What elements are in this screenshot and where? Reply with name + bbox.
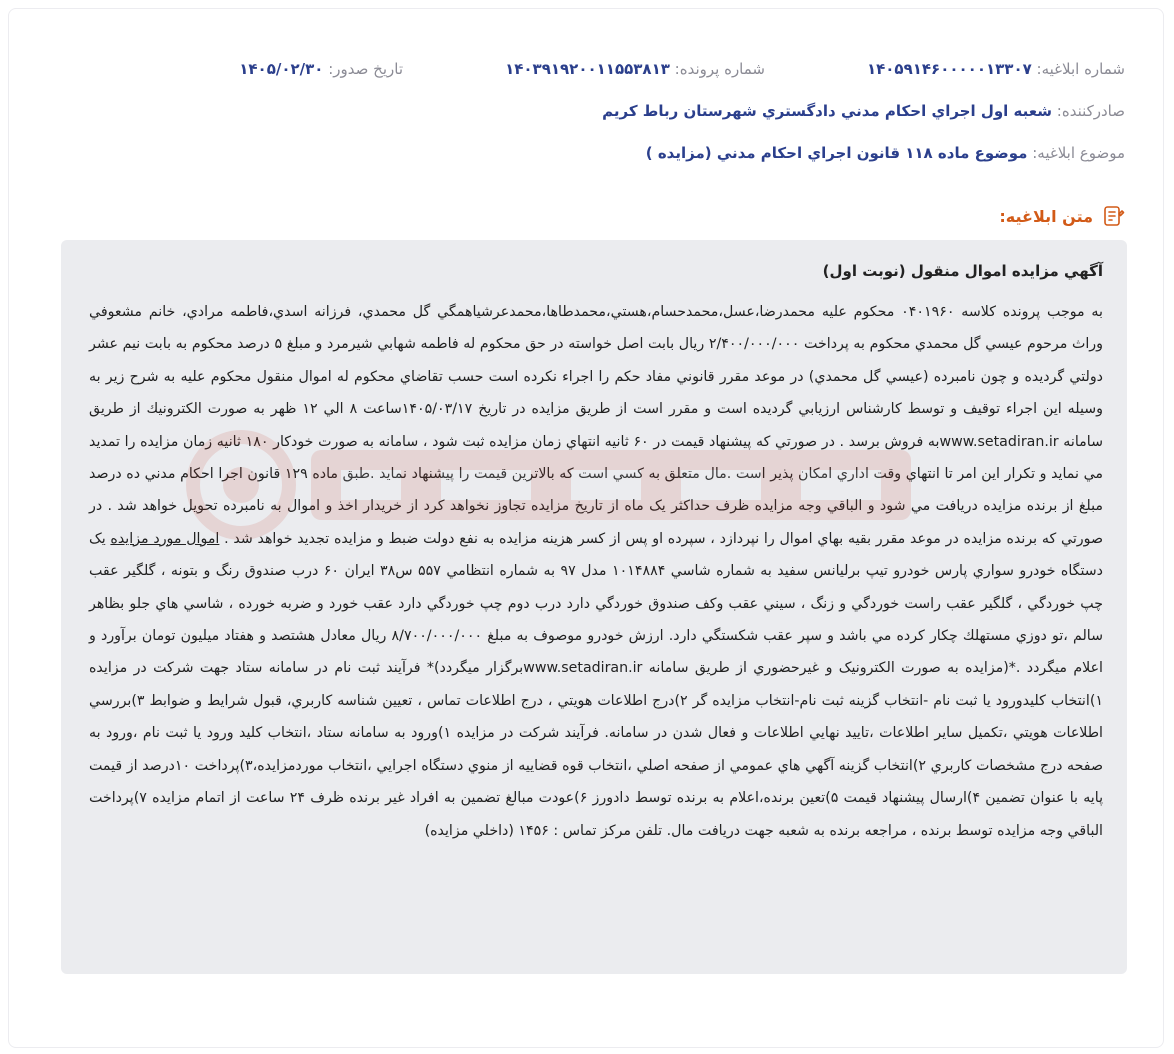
notice-body (89, 296, 1103, 847)
notice-body-part1: به موجب پرونده كلاسه ۰۴۰۱۹۶۰ محكوم عليه محمدرضا،عسل،محمدحسام،هستي،محمدطاها،محمدعرشياهمگي گل محمدي، فرزانه اسدي،فاطمه مرادي، خانم مشعوفي وراث مرحوم عيسي گل محمدي محكوم به پرداخت ۲/۴۰۰/۰۰۰/۰۰۰ ريال بابت اصل خواسته در حق محكوم له فاطمه شهابي شيرمرد و مبلغ ۵ درصد محكوم به بابت نيم عشر دولتي گرديده و چون نامبرده (عيسي گل محمدي) در موعد مقرر قانوني مفاد حكم را اجراء نكرده است حسب تقاضاي محكوم له اموال منقول محكوم عليه به شرح زير به وسيله اين اجراء توقيف و توسط كارشناس ارزيابي گرديده است و مقرر است از طريق مزايده در تاريخ ۱۴۰۵/۰۳/۱۷ساعت ۸ الي ۱۲ ظهر به صورت الكترونيك از طريق سامانه www.setadiran.irبه فروش برسد . در صورتي كه پيشنهاد قيمت در ۶۰ ثانيه انتهاي زمان مزايده ثبت شود ، سامانه به صورت خودكار ۱۸۰ ثانيه زمان مزايده را تمديد مي نمايد و تكرار اين امر تا انتهاي وقت اداري امكان پذير است .مال متعلق به كسي است كه بالاترين قيمت را پيشنهاد نمايد .طبق ماده ۱۲۹ قانون اجرا احكام مدني ده درصد مبلغ از برنده مزايده دريافت مي شود و الباقي وجه مزايده ظرف حداكثر يک ماه از تاريخ مزايده تجاوز نخواهد كرد از خريدار اخذ و اموال به نامبرده تحويل خواهد شد . در صورتي كه برنده مزايده در موعد مقرر بقيه بهاي اموال را نپردازد ، سپرده او پس از كسر هزينه مزايده به نفع دولت ضبط و مزايده تجديد خواهد شد . (89, 304, 1103, 547)
issuer-row (47, 100, 1125, 122)
issue-date-value: ۱۴۰۵/۰۲/۳۰ (239, 60, 324, 78)
notice-card (8, 8, 1164, 1048)
subject-row (47, 142, 1125, 164)
notice-body-part2: يک دستگاه خودرو سواري پارس خودرو تيپ برليانس سفيد به شماره شاسي ۱۰۱۴۸۸۴ مدل ۹۷ به شماره انتظامي ۵۵۷ س۳۸ ايران ۶۰ درب صندوق رنگ و بتونه ، گلگير عقب چپ خوردگي ، گلگير عقب راست خوردگي و زنگ ، سيني عقب وكف صندوق خوردگي دارد درب دوم چپ خوردگي دارد عقب خورد و ضربه خورده ، شاسي هاي جلو بظاهر سالم ،تو دوزي مستهلك چكار كرده مي باشد و سپر عقب شكستگي دارد. ارزش خودرو موصوف به مبلغ ۸/۷۰۰/۰۰۰/۰۰۰ ريال معادل هشتصد و هفتاد ميليون تومان برآورد و اعلام ميگردد .*(مزايده به صورت الكترونيک و غيرحضوري از طريق سامانه www.setadiran.irبرگزار ميگردد)* فرآيند ثبت نام در سامانه ستاد جهت شركت در مزايده ۱)انتخاب كليدورود يا ثبت نام -انتخاب گزينه ثبت نام-انتخاب مزايده گر ۲)درج اطلاعات هويتي ، درج اطلاعات تماس ، تعيين شناسه كاربري، قبول شرايط و ضوابط ۳)بررسي اطلاعات هويتي ،تكميل ساير اطلاعات ،تاييد نهايي اطلاعات و فعال شدن در سامانه. فرآيند شركت در مزايده ۱)ورود به سامانه ستاد ،انتخاب كليد ورود يا ثبت نام ،ورود به صفحه درج مشخصات كاربري ۲)انتخاب گزينه آگهي هاي عمومي از صفحه اصلي ،انتخاب قوه قضاييه از منوي دستگاه اجرايي ،انتخاب موردمزايده،۳)پرداخت ۱۰درصد از قيمت پايه با عنوان تضمين ۴)ارسال پيشنهاد قيمت ۵)تعين برنده،اعلام به برنده توسط دادورز ۶)عودت مبالغ تضمين به افراد غير برنده ظرف ۲۴ ساعت از اتمام مزايده ۷)پرداخت الباقي وجه مزايده توسط برنده ، مراجعه برنده به شعبه جهت دريافت مال. تلفن مركز تماس : ۱۴۵۶ (داخلي مزايده) (89, 530, 1104, 839)
case-number-value: ۱۴۰۳۹۱۹۲۰۰۱۱۵۵۳۸۱۳ (505, 60, 670, 78)
subject-value: موضوع ماده ۱۱۸ قانون اجراي احكام مدني (مزايده ) (645, 144, 1028, 162)
document-text-icon (1101, 204, 1125, 228)
subject-label: موضوع ابلاغيه: (1032, 144, 1125, 162)
issue-date (239, 58, 403, 80)
issuer-label: صادرکننده: (1056, 102, 1125, 120)
issuer-value: شعبه اول اجراي احكام مدني دادگستري شهرستان رباط كريم (602, 102, 1052, 120)
section-title-text: متن ابلاغيه: (999, 206, 1093, 226)
case-number (505, 58, 765, 80)
notice-body-underlined: اموال مورد مزايده (110, 530, 220, 547)
notice-text-box (61, 240, 1127, 974)
case-number-label: شماره پرونده: (674, 60, 765, 78)
meta-row-top (47, 58, 1125, 82)
notice-number-value: ۱۴۰۵۹۱۴۶۰۰۰۰۰۱۳۳۰۷ (866, 60, 1032, 78)
notice-number-label: شماره ابلاغيه: (1036, 60, 1125, 78)
notice-number (867, 58, 1125, 80)
section-title (999, 204, 1125, 228)
issue-date-label: تاريخ صدور: (328, 60, 403, 78)
notice-heading: آگهي مزايده اموال منقول (نوبت اول) (822, 262, 1103, 280)
